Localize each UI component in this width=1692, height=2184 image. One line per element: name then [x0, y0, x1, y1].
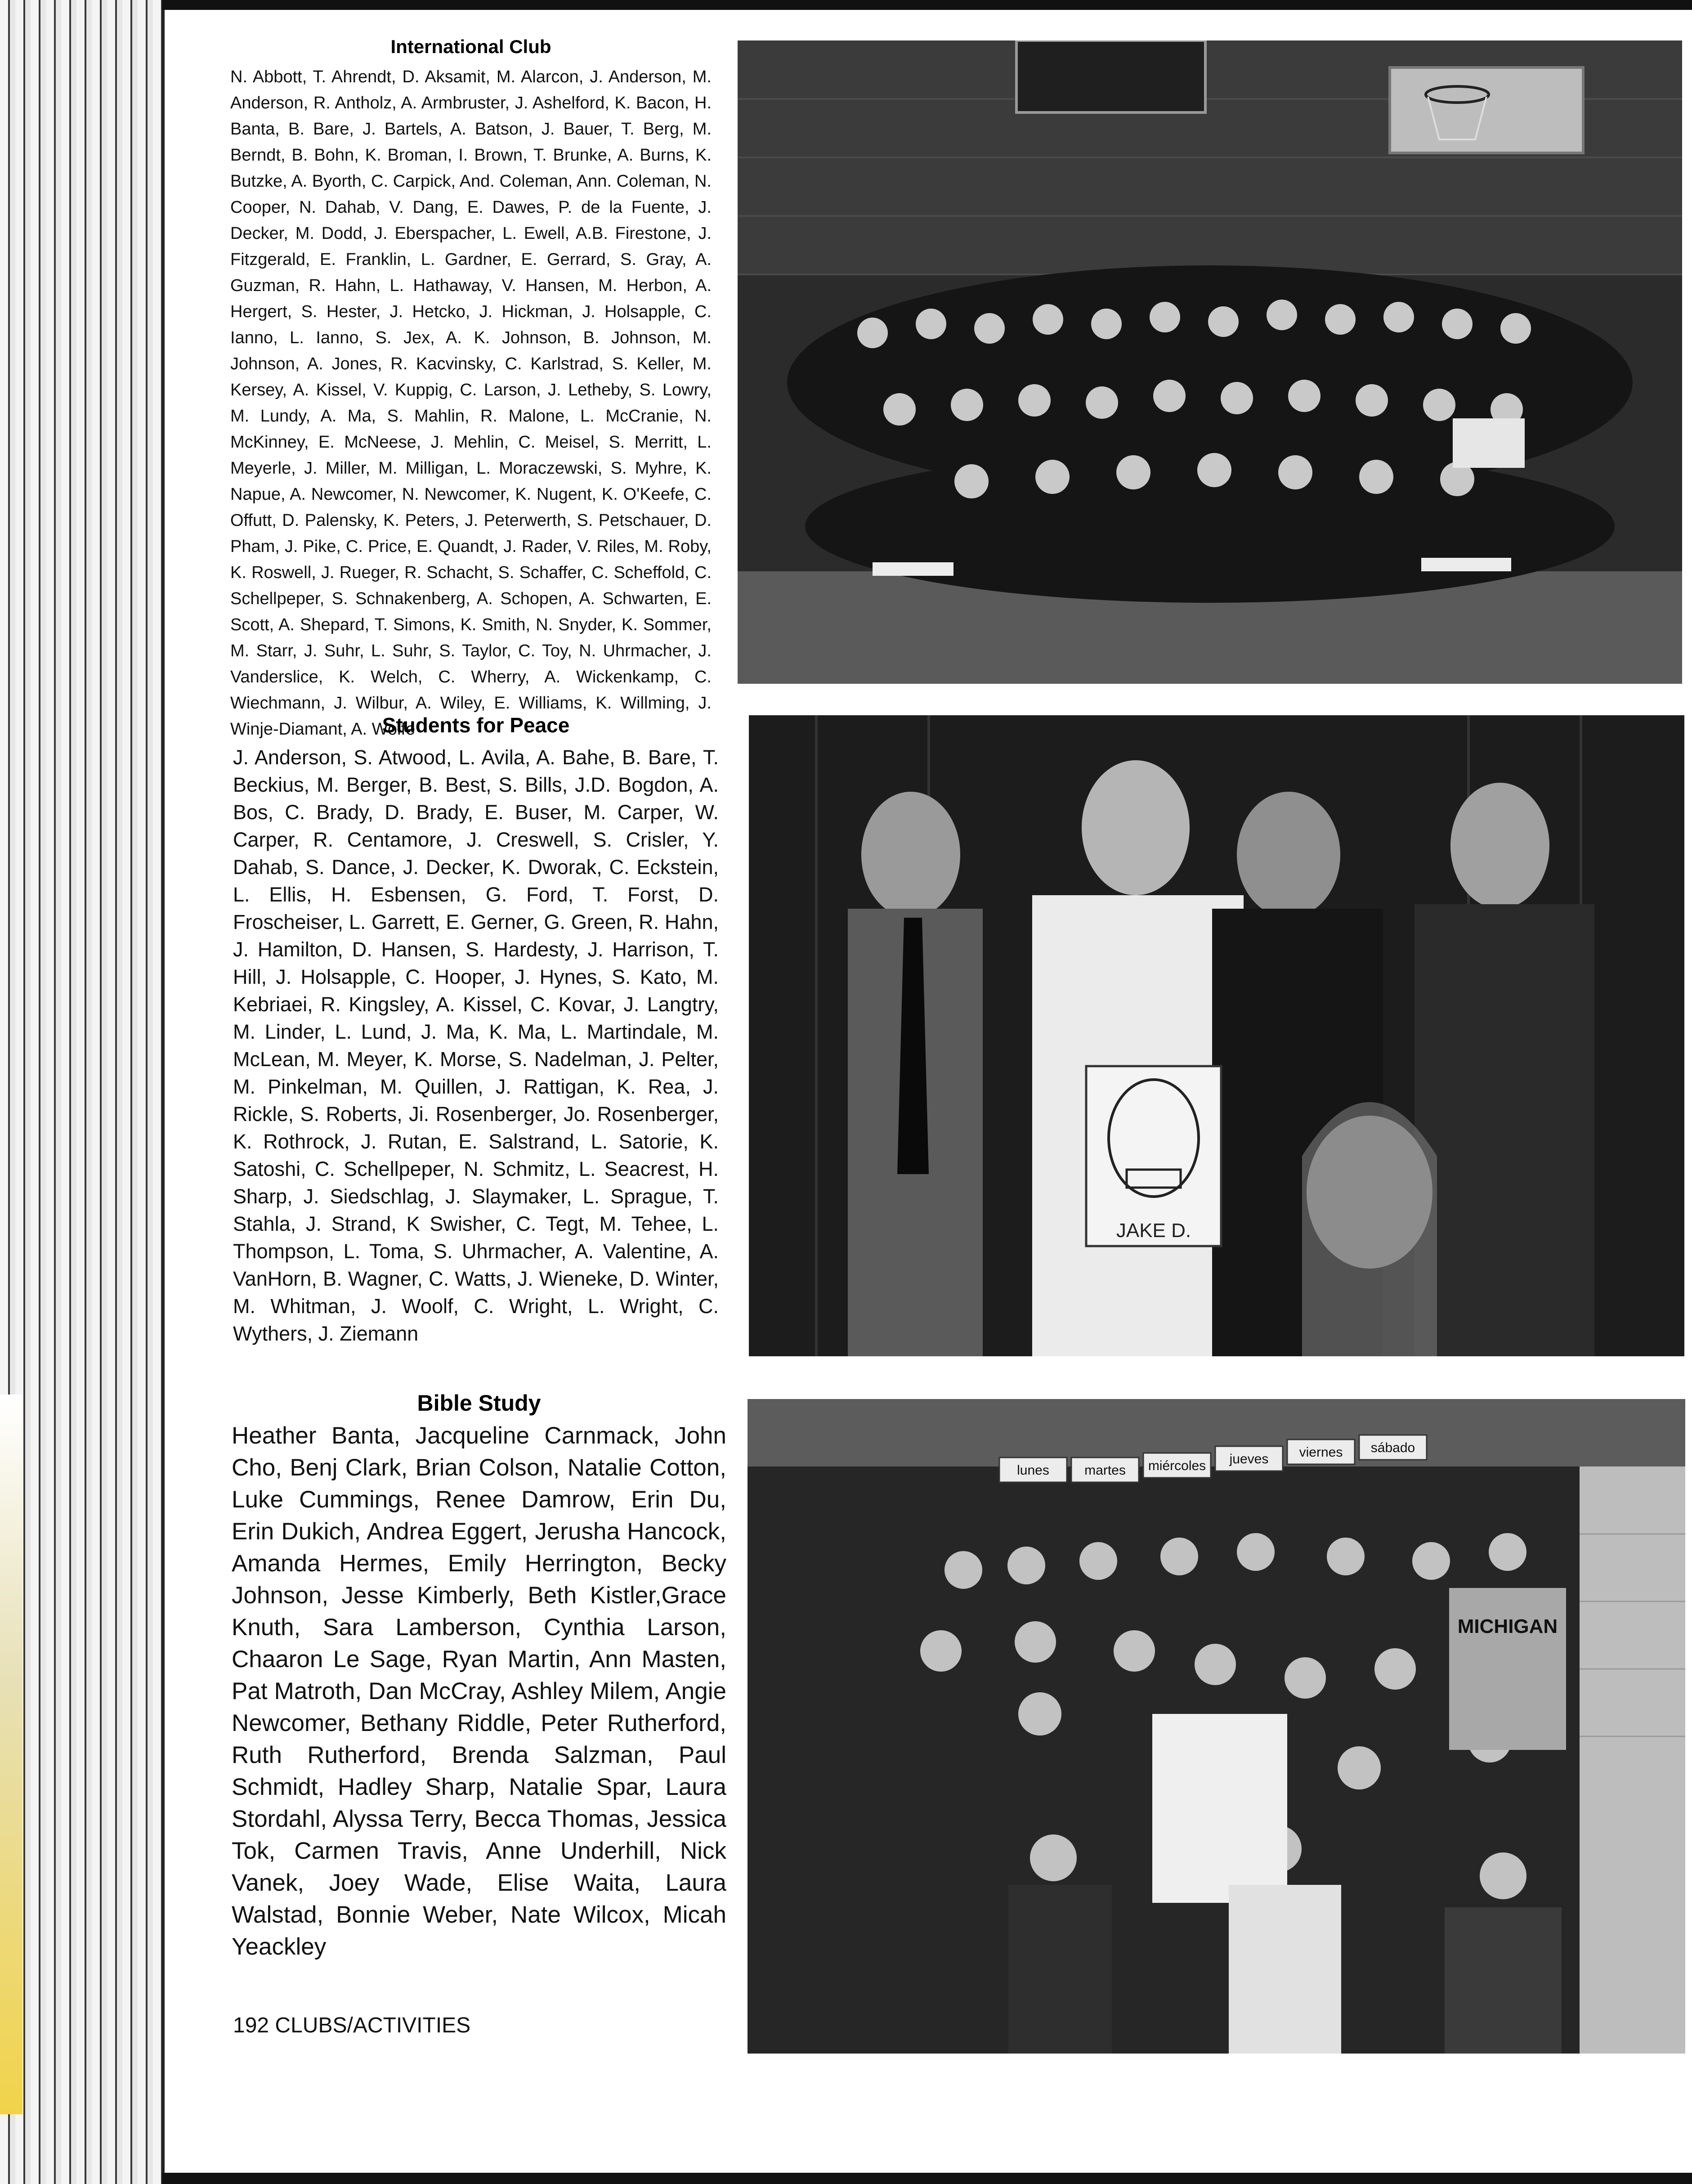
students-for-peace-photo-art — [749, 715, 1684, 1356]
bible-study-photo-art — [748, 1399, 1685, 2054]
banner-word: jueves — [1229, 1452, 1269, 1466]
section-title: Bible Study — [417, 1390, 541, 1416]
students-for-peace-photo — [749, 715, 1684, 1356]
page-edges — [0, 0, 165, 2184]
member-list: J. Anderson, S. Atwood, L. Avila, A. Bahe, B. Bare, T. Beckius, M. Berger, B. Best, S. Bills, J.D. Bogdon, A. Bos, C. Brady, D. Brady, E. Buser, M. Carper, W. Carper, R. Centamore, J. Creswell, S. Crisler, Y. Dahab, S. Dance, J. Decker, K. Dworak, C. Eckstein, L. Ellis, H. Esbensen, G. Ford, T. Forst, D. Froscheiser, L. Garrett, E. Gerner, G. Green, R. Hahn, J. Hamilton, D. Hansen, S. Hardesty, J. Harrison, T. Hill, J. Holsapple, C. Hooper, J. Hynes, S. Kato, M. Kebriaei, R. Kingsley, A. Kissel, C. Kovar, J. Langtry, M. Linder, L. Lund, J. Ma, K. Ma, L. Martindale, M. McLean, M. Meyer, K. Morse, S. Nadelman, J. Pelter, M. Pinkelman, M. Quillen, J. Rattigan, K. Rea, J. Rickle, S. Roberts, Ji. Rosenberger, Jo. Rosenberger, K. Rothrock, J. Rutan, E. Salstrand, L. Satorie, K. Satoshi, C. Schellpeper, N. Schmitz, L. Seacrest, H. Sharp, J. Siedschlag, J. Slaymaker, L. Sprague, T. Stahla, J. Strand, K Swisher, C. Tegt, M. Tehee, L. Thompson, L. Toma, S. Uhrmacher, A. Valentine, A. VanHorn, B. Wagner, C. Watts, J. Wieneke, D. Winter, M. Whitman, J. Woolf, C. Wright, L. Wright, C. Wythers, J. Ziemann — [233, 746, 719, 1345]
banner-word: martes — [1084, 1463, 1126, 1478]
international-club-photo — [738, 40, 1682, 684]
bible-study-section — [232, 1390, 726, 1963]
sign-text: JAKE D. — [1116, 1220, 1191, 1242]
banner-word: viernes — [1299, 1445, 1343, 1460]
students-for-peace-section — [233, 713, 719, 1347]
top-rule — [162, 0, 1692, 10]
section-title: Students for Peace — [382, 713, 570, 737]
bottom-rule — [162, 2173, 1692, 2184]
member-list: N. Abbott, T. Ahrendt, D. Aksamit, M. Alarcon, J. Anderson, M. Anderson, R. Antholz, A. Armbruster, J. Ashelford, K. Bacon, H. Banta, B. Bare, J. Bartels, A. Batson, J. Bauer, T. Berg, M. Berndt, B. Bohn, K. Broman, I. Brown, T. Brunke, A. Burns, K. Butzke, A. Byorth, C. Carpick, And. Coleman, Ann. Coleman, N. Cooper, N. Dahab, V. Dang, E. Dawes, P. de la Fuente, J. Decker, M. Dodd, J. Eberspacher, L. Ewell, A.B. Firestone, J. Fitzgerald, E. Franklin, L. Gardner, E. Gerrard, S. Gray, A. Guzman, R. Hahn, L. Hathaway, V. Hansen, M. Herbon, A. Hergert, S. Hester, J. Hetcko, J. Hickman, J. Holsapple, C. Ianno, L. Ianno, S. Jex, A. K. Johnson, B. Johnson, M. Johnson, A. Jones, R. Kacvinsky, C. Karlstrad, S. Keller, M. Kersey, A. Kissel, V. Kuppig, C. Larson, J. Letheby, S. Lowry, M. Lundy, A. Ma, S. Mahlin, R. Malone, L. McCranie, N. McKinney, E. McNeese, J. Mehlin, C. Meisel, S. Merritt, L. Meyerle, J. Miller, M. Milligan, L. Moraczewski, S. Myhre, K. Napue, A. Newcomer, N. Newcomer, K. Nugent, K. O'Keefe, C. Offutt, D. Palensky, K. Peters, J. Peterwerth, S. Petschauer, D. Pham, J. Pike, C. Price, E. Quandt, J. Rader, V. Riles, M. Roby, K. Roswell, J. Rueger, R. Schacht, S. Schaffer, C. Scheffold, C. Schellpeper, S. Schnakenberg, A. Schopen, A. Schwarten, E. Scott, A. Shepard, T. Simons, K. Smith, N. Snyder, K. Sommer, M. Starr, J. Suhr, L. Suhr, S. Taylor, C. Toy, N. Uhrmacher, J. Vanderslice, K. Welch, C. Wherry, A. Wickenkamp, C. Wiechmann, J. Wilbur, A. Wiley, E. Williams, K. Willming, J. Winje-Diamant, A. Wolfe — [230, 67, 712, 739]
sweatshirt-text: MICHIGAN — [1457, 1615, 1558, 1637]
international-club-section — [230, 36, 712, 742]
spine-accent — [0, 1395, 22, 2114]
banner-word: miércoles — [1148, 1458, 1206, 1473]
banner-word: lunes — [1017, 1463, 1049, 1478]
section-title: International Club — [390, 36, 551, 57]
international-club-photo-art — [738, 40, 1682, 684]
banner-word: sábado — [1370, 1440, 1415, 1455]
page-folio: 192 CLUBS/ACTIVITIES — [233, 2014, 471, 2037]
bible-study-photo — [748, 1399, 1685, 2054]
member-list: Heather Banta, Jacqueline Carnmack, John Cho, Benj Clark, Brian Colson, Natalie Cotton, Luke Cummings, Renee Damrow, Erin Du, Erin Dukich, Andrea Eggert, Jerusha Hancock, Amanda Hermes, Emily Herrington, Becky Johnson, Jesse Kimberly, Beth Kistler,Grace Knuth, Sara Lamberson, Cynthia Larson, Chaaron Le Sage, Ryan Martin, Ann Masten, Pat Matroth, Dan McCray, Ashley Milem, Angie Newcomer, Bethany Riddle, Peter Rutherford, Ruth Rutherford, Brenda Salzman, Paul Schmidt, Hadley Sharp, Natalie Spar, Laura Stordahl, Alyssa Terry, Becca Thomas, Jessica Tok, Carmen Travis, Anne Underhill, Nick Vanek, Joey Wade, Elise Waita, Laura Walstad, Bonnie Weber, Nate Wilcox, Micah Yeackley — [232, 1422, 726, 1960]
